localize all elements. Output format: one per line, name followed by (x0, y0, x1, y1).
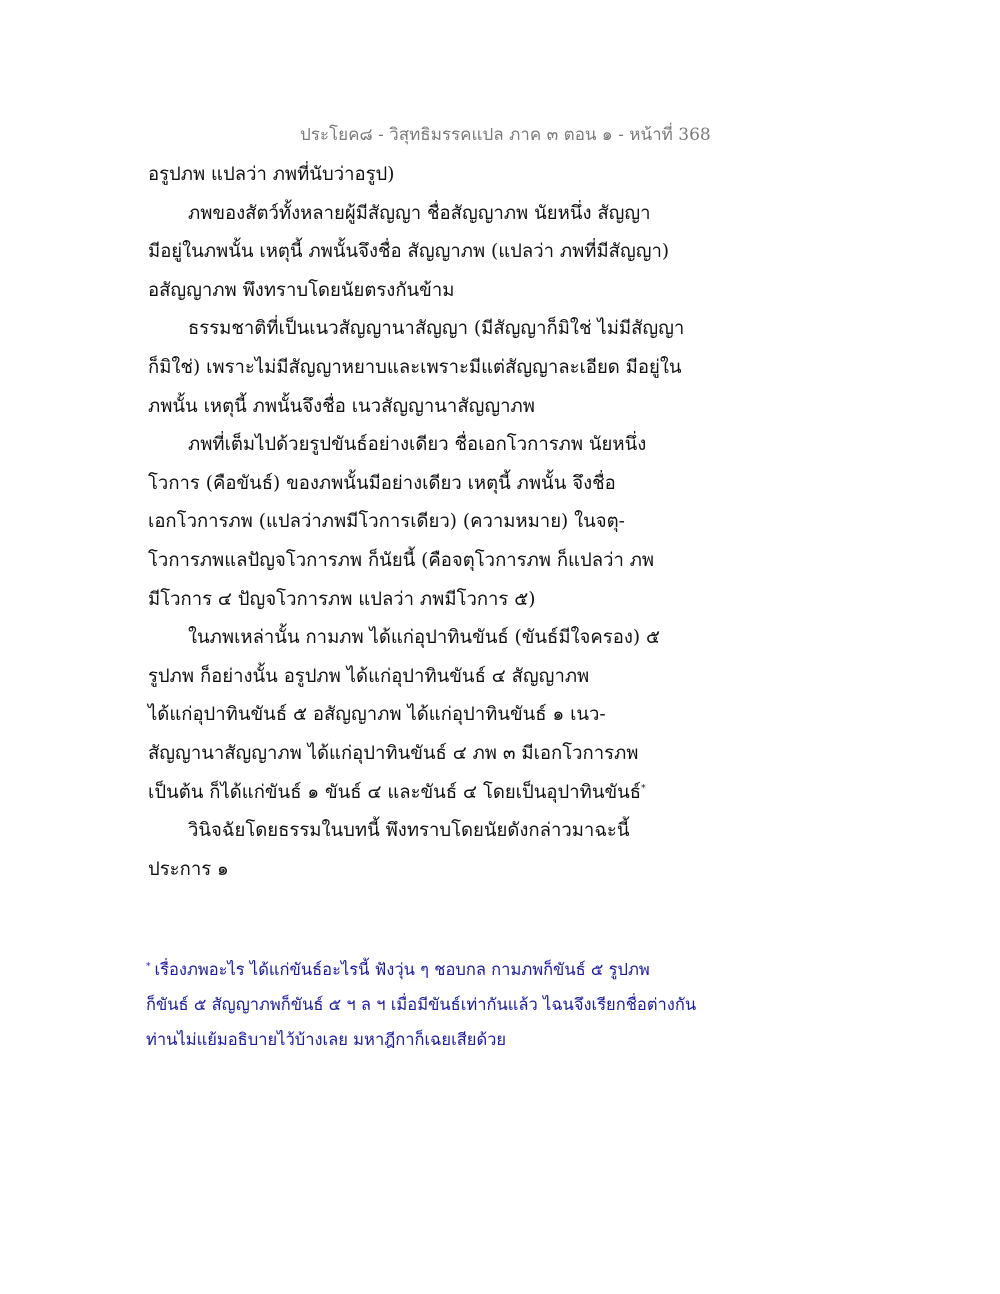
footnote-mark: * (146, 961, 151, 972)
body-line: เอกโวการภพ (แปลว่าภพมีโวการเดียว) (ความหมาย) ในจตุ- (148, 511, 625, 533)
body-line: โวการภพแลปัญจโวการภพ ก็นัยนี้ (คือจตุโวการภพ ก็แปลว่า ภพ (148, 549, 655, 571)
body-line: มีอยู่ในภพนั้น เหตุนี้ ภพนั้นจึงชื่อ สัญญาภพ (แปลว่า ภพที่มีสัญญา) (148, 241, 670, 263)
body-line: วินิจฉัยโดยธรรมในบทนี้ พึงทราบโดยนัยดังกล่าวมาฉะนี้ (188, 820, 630, 842)
body-line-with-footnote (148, 774, 748, 813)
footnote-line (146, 952, 766, 987)
body-line-text: เป็นต้น ก็ได้แก่ขันธ์ ๑ ขันธ์ ๔ และขันธ์ ๔ โดยเป็นอุปาทินขันธ์ (148, 781, 642, 803)
footnote-text: เรื่องภพอะไร ได้แก่ขันธ์อะไรนี้ ฟังวุ่น ๆ ชอบกล กามภพก็ขันธ์ ๕ รูปภพ (154, 960, 650, 979)
footnote-block (146, 952, 766, 1057)
body-line: ภพของสัตว์ทั้งหลายผู้มีสัญญา ชื่อสัญญาภพ นัยหนึ่ง สัญญา (188, 202, 651, 224)
body-line: สัญญานาสัญญาภพ ได้แก่อุปาทินขันธ์ ๔ ภพ ๓ มีเอกโวการภพ (148, 742, 639, 764)
body-text (148, 156, 748, 889)
body-line: โวการ (คือขันธ์) ของภพนั้นมีอย่างเดียว เหตุนี้ ภพนั้น จึงชื่อ (148, 472, 616, 494)
running-head: ประโยค๘ - วิสุทธิมรรคแปล ภาค ๓ ตอน ๑ - หน้าที่ 368 (300, 125, 711, 145)
body-line: รูปภพ ก็อย่างนั้น อรูปภพ ได้แก่อุปาทินขันธ์ ๔ สัญญาภพ (148, 665, 590, 687)
footnote-line: ก็ขันธ์ ๕ สัญญาภพก็ขันธ์ ๕ ฯ ล ฯ เมื่อมีขันธ์เท่ากันแล้ว ไฉนจึงเรียกชื่อต่างกัน (146, 995, 697, 1014)
body-line: ภพนั้น เหตุนี้ ภพนั้นจึงชื่อ เนวสัญญานาสัญญาภพ (148, 395, 535, 417)
body-line: ประการ ๑ (148, 858, 229, 880)
body-line: ได้แก่อุปาทินขันธ์ ๕ อสัญญาภพ ได้แก่อุปาทินขันธ์ ๑ เนว- (148, 704, 606, 726)
footnote-line: ท่านไม่แย้มอธิบายไว้บ้างเลย มหาฎีกาก็เฉยเสียด้วย (146, 1030, 507, 1049)
body-line: อรูปภพ แปลว่า ภพที่นับว่าอรูป) (148, 164, 395, 185)
footnote-reference-mark: * (641, 783, 646, 794)
body-line: ภพที่เต็มไปด้วยรูปขันธ์อย่างเดียว ชื่อเอกโวการภพ นัยหนึ่ง (188, 434, 647, 456)
body-line: ธรรมชาติที่เป็นเนวสัญญานาสัญญา (มีสัญญาก็มิใช่ ไม่มีสัญญา (188, 318, 685, 340)
body-line: อสัญญาภพ พึงทราบโดยนัยตรงกันข้าม (148, 279, 455, 301)
body-line: ก็มิใช่) เพราะไม่มีสัญญาหยาบและเพราะมีแต่สัญญาละเอียด มีอยู่ใน (148, 356, 682, 378)
body-line: ในภพเหล่านั้น กามภพ ได้แก่อุปาทินขันธ์ (ขันธ์มีใจครอง) ๕ (188, 627, 660, 649)
body-line: มีโวการ ๔ ปัญจโวการภพ แปลว่า ภพมีโวการ ๕) (148, 588, 536, 610)
